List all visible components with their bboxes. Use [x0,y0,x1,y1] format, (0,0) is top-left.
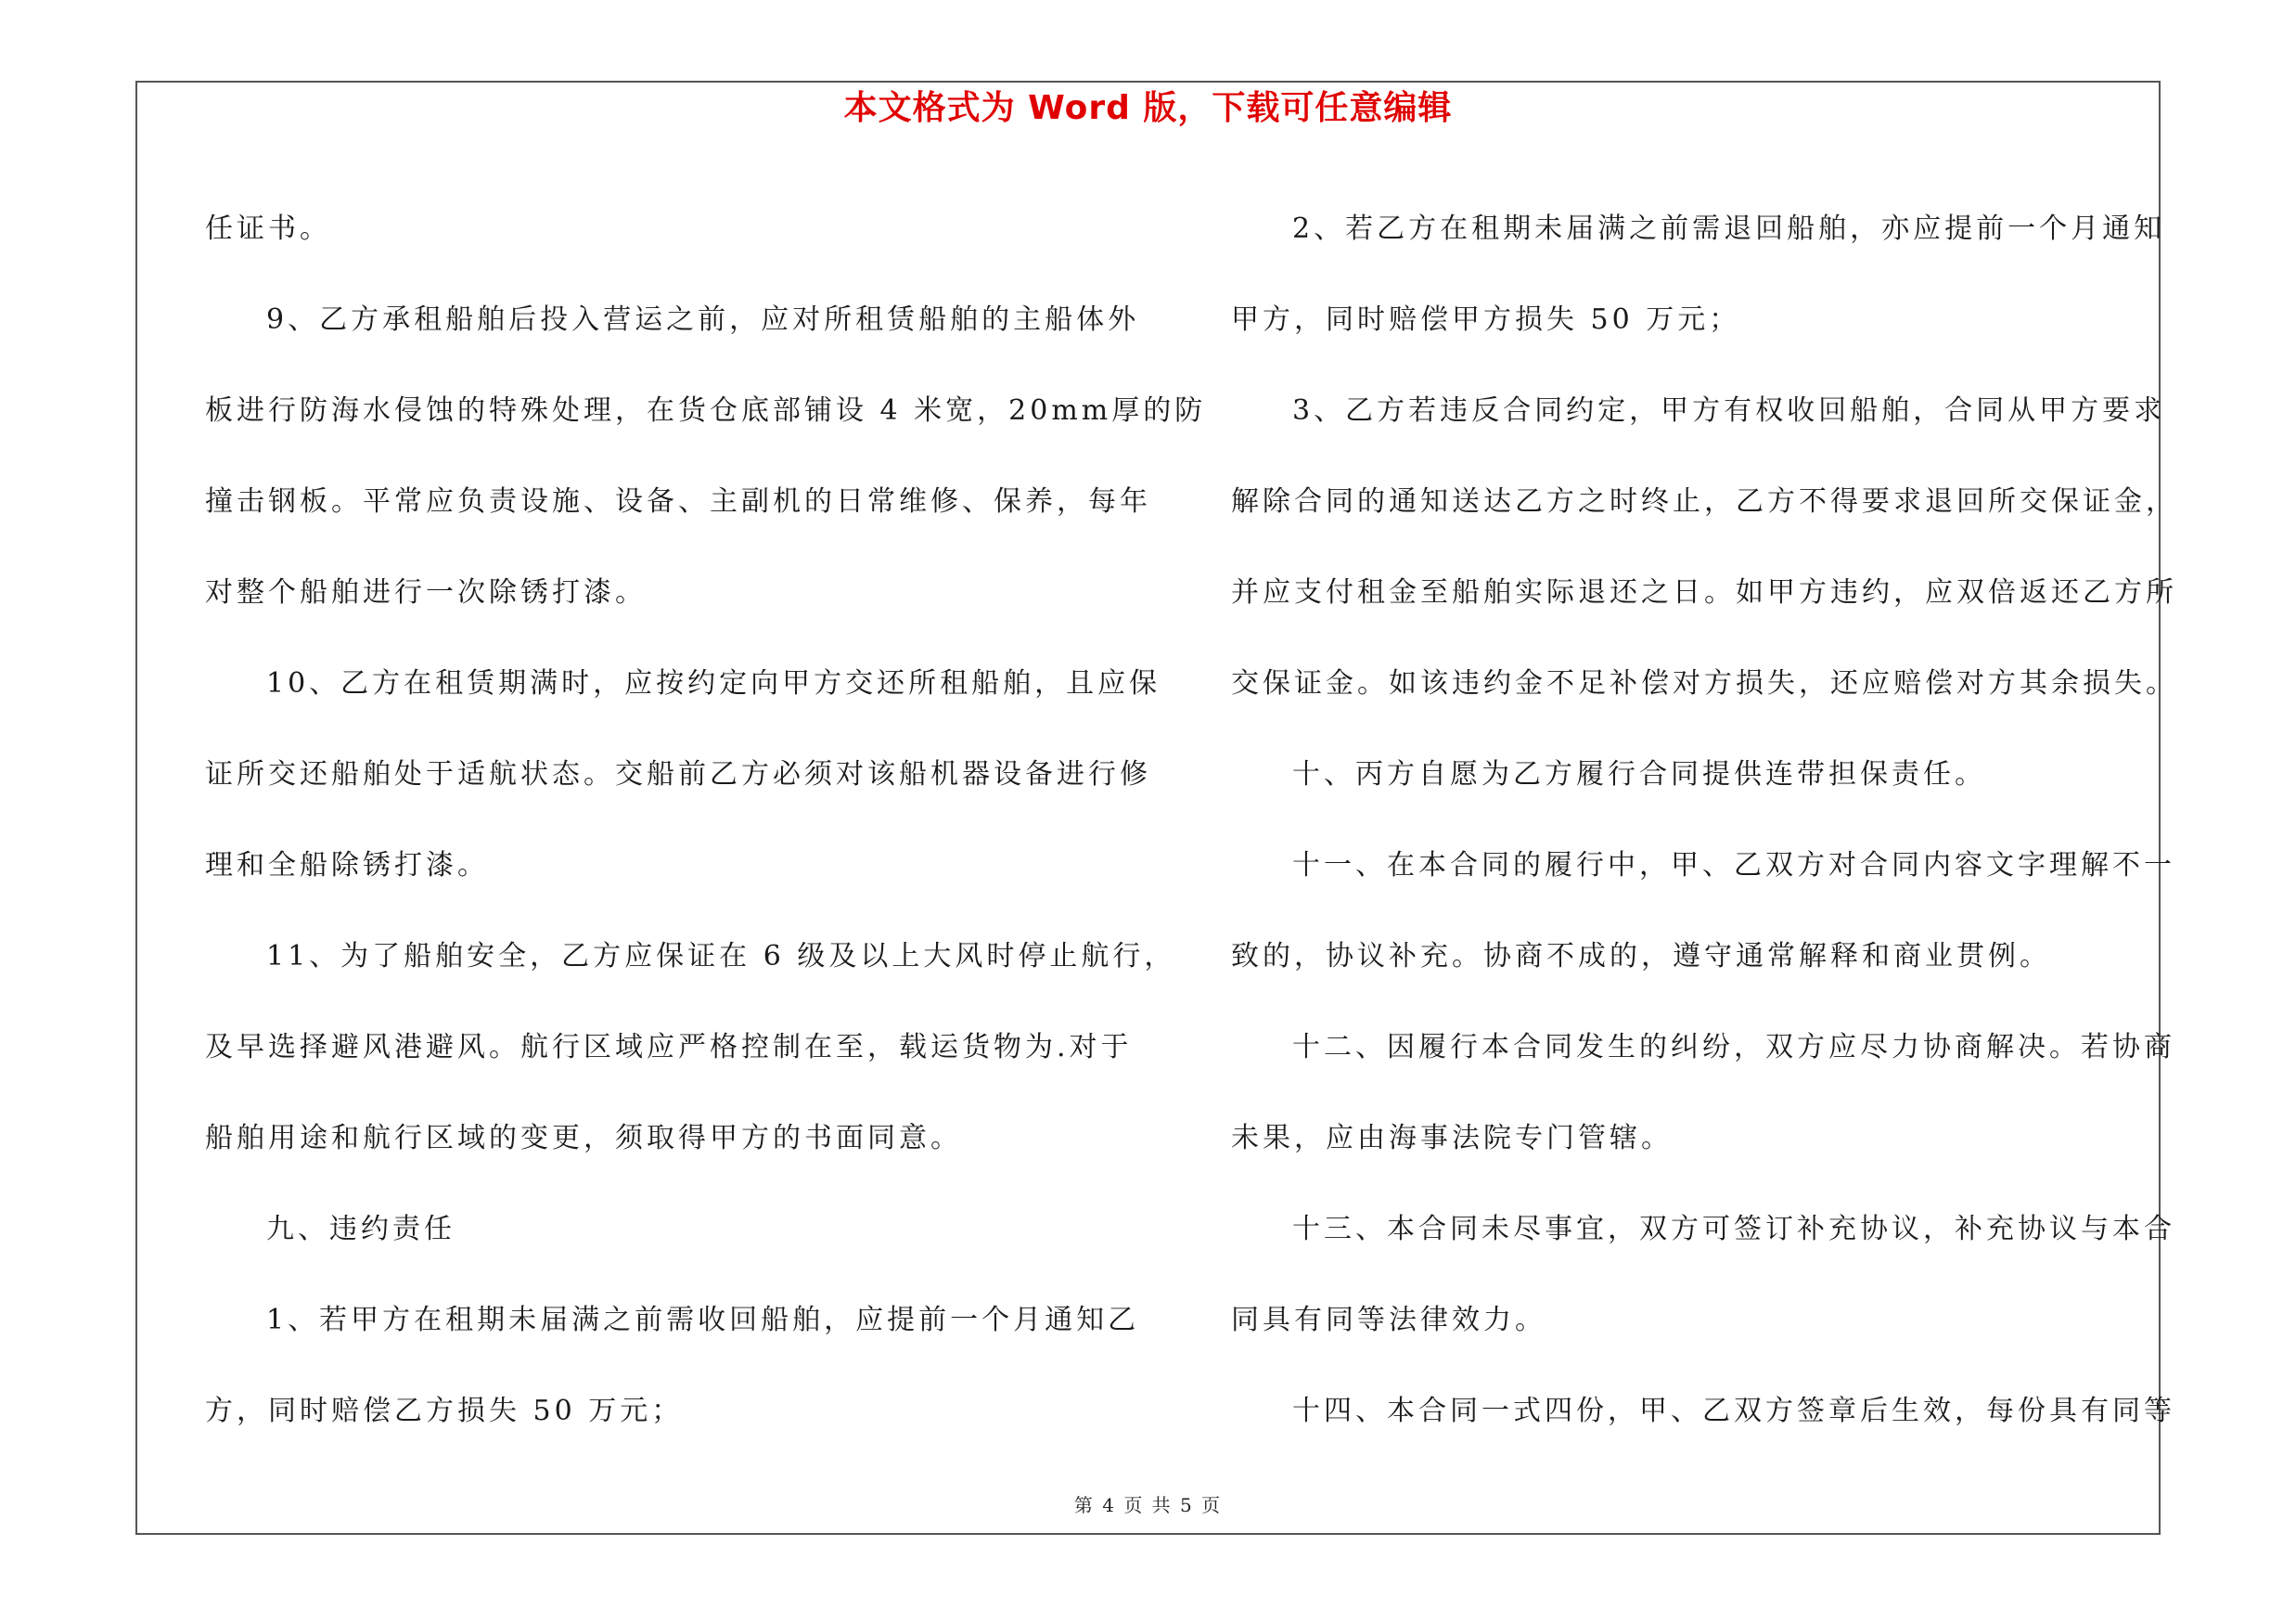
paragraph-line: 9、乙方承租船舶后投入营运之前，应对所租赁船舶的主船体外 [266,303,1140,336]
page-number-footer: 第 4 页 共 5 页 [1073,1494,1223,1516]
left-text-column [205,184,1207,1457]
paragraph-line: 对整个船舶进行一次除锈打漆。 [205,576,647,609]
paragraph-line: 3、乙方若违反合同约定，甲方有权收回船舶，合同从甲方要求 [1292,394,2166,427]
paragraph-line: 船舶用途和航行区域的变更，须取得甲方的书面同意。 [205,1122,962,1154]
paragraph-line: 撞击钢板。平常应负责设施、设备、主副机的日常维修、保养，每年 [205,485,1151,518]
paragraph-line: 甲方，同时赔偿甲方损失 50 万元； [1231,303,1741,336]
paragraph-line: 及早选择避风港避风。航行区域应严格控制在至，载运货物为.对于 [205,1031,1133,1063]
paragraph-line: 十一、在本合同的履行中，甲、乙双方对合同内容文字理解不一 [1292,849,2175,882]
paragraph-line: 并应支付租金至船舶实际退还之日。如甲方违约，应双倍返还乙方所 [1231,576,2177,609]
right-text-column [1231,184,2182,1457]
paragraph-line: 十三、本合同未尽事宜，双方可签订补充协议，补充协议与本合 [1292,1213,2175,1245]
paragraph-line: 十、丙方自愿为乙方履行合同提供连带担保责任。 [1292,758,1986,791]
paragraph-line: 任证书。 [205,213,331,245]
paragraph-line: 十二、因履行本合同发生的纠纷，双方应尽力协商解决。若协商 [1292,1031,2175,1063]
paragraph-line: 10、乙方在租赁期满时，应按约定向甲方交还所租船舶，且应保 [266,667,1161,700]
paragraph-line: 解除合同的通知送达乙方之时终止，乙方不得要求退回所交保证金， [1231,485,2177,518]
paragraph-line: 2、若乙方在租期未届满之前需退回船舶，亦应提前一个月通知 [1292,213,2166,245]
paragraph-line: 证所交还船舶处于适航状态。交船前乙方必须对该船机器设备进行修 [205,758,1151,791]
paragraph-line: 交保证金。如该违约金不足补偿对方损失，还应赔偿对方其余损失。 [1231,667,2177,700]
paragraph-line: 理和全船除锈打漆。 [205,849,489,882]
paragraph-line: 十四、本合同一式四份，甲、乙双方签章后生效，每份具有同等 [1292,1395,2175,1427]
paragraph-line: 致的，协议补充。协商不成的，遵守通常解释和商业贯例。 [1231,940,2051,973]
word-format-banner: 本文格式为 Word 版，下载可任意编辑 [843,89,1453,127]
paragraph-line: 同具有同等法律效力。 [1231,1304,1546,1336]
paragraph-line: 未果，应由海事法院专门管辖。 [1231,1122,1673,1154]
paragraph-line: 11、为了船舶安全，乙方应保证在 6 级及以上大风时停止航行， [266,940,1176,973]
paragraph-line: 板进行防海水侵蚀的特殊处理，在货仓底部铺设 4 米宽，20mm厚的防 [205,394,1207,427]
paragraph-line: 1、若甲方在租期未届满之前需收回船舶，应提前一个月通知乙 [266,1304,1140,1336]
paragraph-line: 九、违约责任 [266,1213,455,1245]
paragraph-line: 方，同时赔偿乙方损失 50 万元； [205,1395,684,1427]
